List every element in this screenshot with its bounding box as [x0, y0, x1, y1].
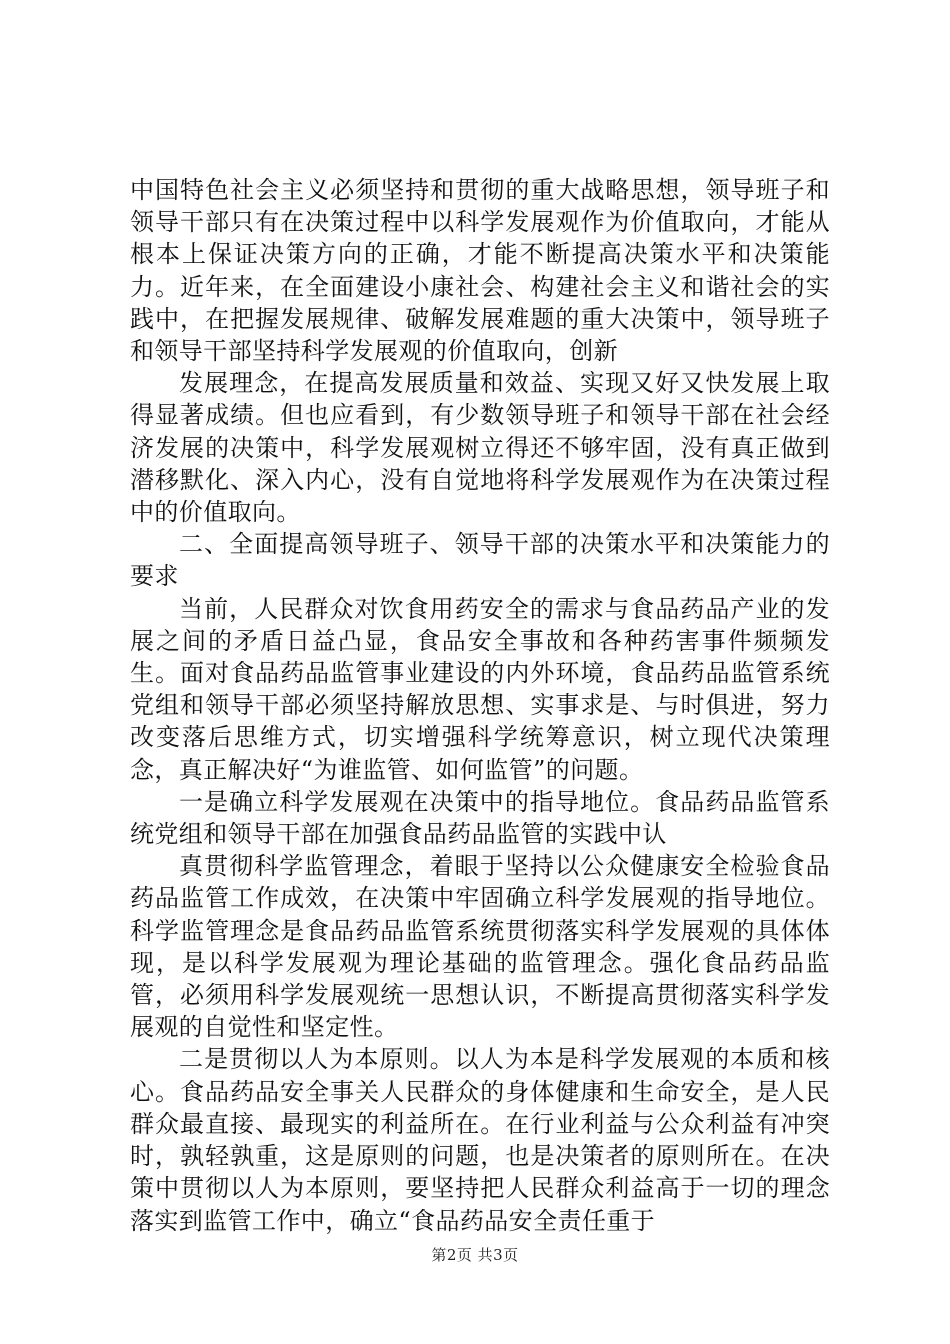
paragraph-3: 当前，人民群众对饮食用药安全的需求与食品药品产业的发展之间的矛盾日益凸显，食品安全事故和各种药害事件频频发生。面对食品药品监管事业建设的内外环境，食品药品监管系统党组和领导干部必须坚持解放思想、实事求是、与时俱进，努力改变落后思维方式，切实增强科学统筹意识，树立现代决策理念，真正解决好“为谁监管、如何监管”的问题。: [130, 594, 830, 784]
paragraph-4: 一是确立科学发展观在决策中的指导地位。食品药品监管系统党组和领导干部在加强食品药品监管的实践中认: [130, 787, 830, 849]
section-heading: 二、全面提高领导班子、领导干部的决策水平和决策能力的要求: [130, 530, 830, 591]
paragraph-6: 二是贯彻以人为本原则。以人为本是科学发展观的本质和核心。食品药品安全事关人民群众的身体健康和生命安全，是人民群众最直接、最现实的利益所在。在行业利益与公众利益有冲突时，孰轻孰重，这是原则的问题，也是决策者的原则所在。在决策中贯彻以人为本原则，要坚持把人民群众利益高于一切的理念落实到监管工作中，确立“食品药品安全责任重于: [130, 1045, 830, 1235]
paragraph-5: 真贯彻科学监管理念，着眼于坚持以公众健康安全检验食品药品监管工作成效，在决策中牢固确立科学发展观的指导地位。科学监管理念是食品药品监管系统贯彻落实科学发展观的具体体现，是以科学发展观为理论基础的监管理念。强化食品药品监管，必须用科学发展观统一思想认识，不断提高贯彻落实科学发展观的自觉性和坚定性。: [130, 852, 830, 1042]
paragraph-1: 中国特色社会主义必须坚持和贯彻的重大战略思想，领导班子和领导干部只有在决策过程中以科学发展观作为价值取向，才能从根本上保证决策方向的正确，才能不断提高决策水平和决策能力。近年来，在全面建设小康社会、构建社会主义和谐社会的实践中，在把握发展规律、破解发展难题的重大决策中，领导班子和领导干部坚持科学发展观的价值取向，创新: [130, 176, 830, 366]
paragraph-2: 发展理念，在提高发展质量和效益、实现又好又快发展上取得显著成绩。但也应看到，有少数领导班子和领导干部在社会经济发展的决策中，科学发展观树立得还不够牢固，没有真正做到潜移默化、深入内心，没有自觉地将科学发展观作为在决策过程中的价值取向。: [130, 369, 830, 527]
body-text: [130, 174, 830, 1237]
page-number-footer: 第2页 共3页: [431, 1246, 519, 1264]
